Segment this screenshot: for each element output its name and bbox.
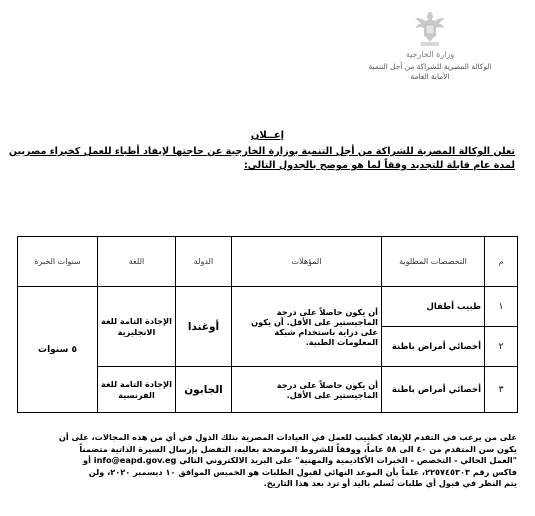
header-experience: سنوات الخبرة bbox=[18, 237, 98, 287]
application-instructions bbox=[17, 432, 517, 490]
header-country: الدولة bbox=[176, 237, 232, 287]
row-specialty: أخصائي أمراض باطنة bbox=[382, 327, 485, 367]
email-link[interactable]: info@eapd.gov.eg bbox=[93, 455, 177, 465]
row-qualifications: أن يكون حاصلاً على درجة الماجيستير على الأقل. أن يكون على دراية باستخدام شبكة المعلومات الطبية. bbox=[232, 287, 382, 367]
row-num: ٣ bbox=[485, 367, 518, 413]
secretariat-name: الأمانة العامة bbox=[410, 72, 450, 81]
table-header-row bbox=[18, 237, 518, 287]
header-qualifications: المؤهلات bbox=[232, 237, 382, 287]
footer-line-5: يتم النظر في قبول أي طلبات تُسلم باليد أو ترد بعد هذا التاريخ. bbox=[263, 478, 517, 488]
intro-line-1: تعلن الوكالة المصرية للشراكة من أجل التنمية بوزارة الخارجية عن حاجتها لإيفاد أطباء للعمل كخبراء مصريين bbox=[8, 146, 515, 157]
eagle-emblem-icon bbox=[413, 8, 447, 48]
row-experience: ٥ سنوات bbox=[18, 287, 98, 413]
row-specialty: أخصائي أمراض باطنة bbox=[382, 367, 485, 413]
footer-line-3 bbox=[17, 455, 517, 467]
ministry-name: وزارة الخارجية bbox=[405, 50, 455, 59]
intro-line-2: لمدة عام قابلة للتجديد وفقاً لما هو موضح بالجدول التالي: bbox=[243, 160, 515, 171]
announcement-intro bbox=[8, 145, 515, 173]
header-num: م bbox=[485, 237, 518, 287]
table-row bbox=[18, 287, 518, 327]
footer-line-3-text: "العمل الحالي - التخصص - الخبرات الأكاديمية والمهنية" على البريد الالكتروني التالي bbox=[179, 455, 517, 465]
footer-line-4: فاكس رقم ٢٢٥٧٤٥٣٠٣، علماً بأن الموعد النهائي لقبول الطلبات هو الخميس الموافق ١٠ ديسمبر ٢٠٢٠، ولن bbox=[88, 466, 517, 477]
row-language: الإجادة التامة للغة الانجليزية bbox=[98, 287, 176, 367]
row-country: الجابون bbox=[176, 367, 232, 413]
footer-line-1: على من يرغب في التقدم للإيفاد كطبيب للعمل في العيادات المصرية بتلك الدول في أي من هذه المجالات، على أن bbox=[58, 432, 517, 442]
letterhead bbox=[345, 8, 515, 82]
agency-name: الوكالة المصرية للشراكة من أجل التنمية bbox=[368, 62, 492, 71]
row-num: ١ bbox=[485, 287, 518, 327]
jobs-table bbox=[17, 236, 518, 413]
row-language: الإجادة التامة للغة الفرنسية bbox=[98, 367, 176, 413]
row-country: أوغندا bbox=[176, 287, 232, 367]
footer-line-3-or: أو bbox=[83, 455, 91, 465]
header-language: اللغة bbox=[98, 237, 176, 287]
header-specialty: التخصصات المطلوبة bbox=[382, 237, 485, 287]
footer-line-2: يكون سن المتقدم من ٤٠ الى ٥٨ عاماً، ووفقاً للشروط الموضحة بعاليه، التفضل بإرسال السيرة الذاتية متضمناً bbox=[79, 443, 517, 454]
announcement-title: إعــلان bbox=[250, 130, 285, 141]
row-qualifications: أن يكون حاصلاً على درجة الماجيستير على الأقل. bbox=[232, 367, 382, 413]
row-specialty: طبيب أطفال bbox=[382, 287, 485, 327]
row-num: ٢ bbox=[485, 327, 518, 367]
